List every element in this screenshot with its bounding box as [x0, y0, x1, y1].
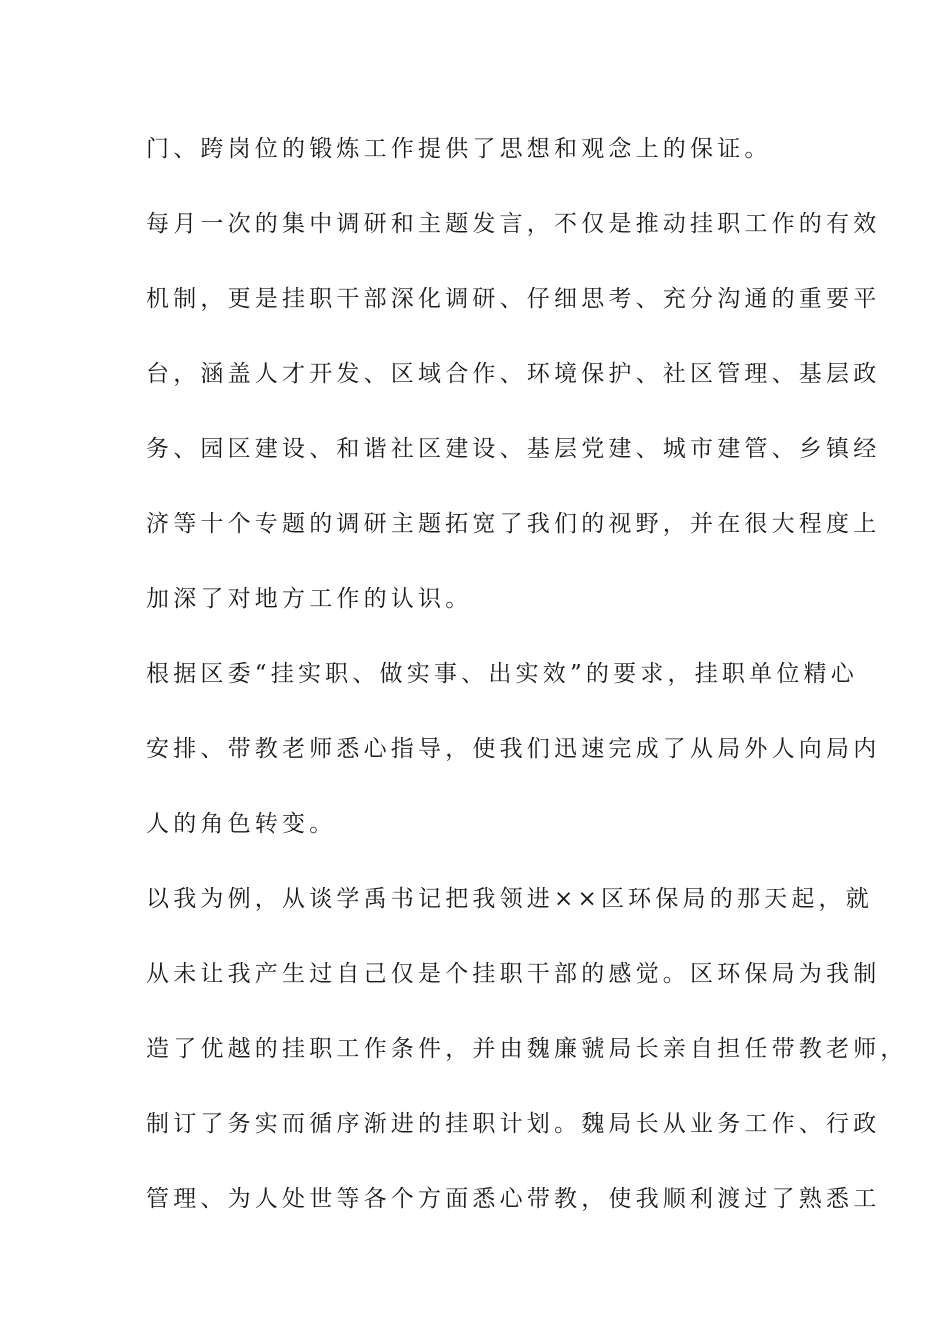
text-line: 以我为例，从谈学禹书记把我领进××区环保局的那天起，就	[146, 886, 873, 912]
text-line: 加深了对地方工作的认识。	[146, 586, 473, 612]
text-line: 根据区委“挂实职、做实事、出实效”的要求，挂职单位精心	[146, 661, 858, 687]
text-line: 制订了务实而循序渐进的挂职计划。魏局长从业务工作、行政	[146, 1111, 881, 1137]
text-line: 管理、为人处世等各个方面悉心带教，使我顺利渡过了熟悉工	[146, 1186, 881, 1212]
text-line: 台，涵盖人才开发、区域合作、环境保护、社区管理、基层政	[146, 361, 881, 387]
text-line: 安排、带教老师悉心指导，使我们迅速完成了从局外人向局内	[146, 736, 881, 762]
text-line: 造了优越的挂职工作条件，并由魏廉虢局长亲自担任带教老师，	[146, 1036, 908, 1062]
text-line: 务、园区建设、和谐社区建设、基层党建、城市建管、乡镇经	[146, 436, 881, 462]
text-line: 机制，更是挂职干部深化调研、仔细思考、充分沟通的重要平	[146, 286, 881, 312]
text-line: 从未让我产生过自己仅是个挂职干部的感觉。区环保局为我制	[146, 961, 881, 987]
text-line: 济等十个专题的调研主题拓宽了我们的视野，并在很大程度上	[146, 511, 881, 537]
text-line: 门、跨岗位的锻炼工作提供了思想和观念上的保证。	[146, 136, 772, 162]
text-line: 每月一次的集中调研和主题发言，不仅是推动挂职工作的有效	[146, 211, 881, 237]
text-line: 人的角色转变。	[146, 811, 337, 837]
